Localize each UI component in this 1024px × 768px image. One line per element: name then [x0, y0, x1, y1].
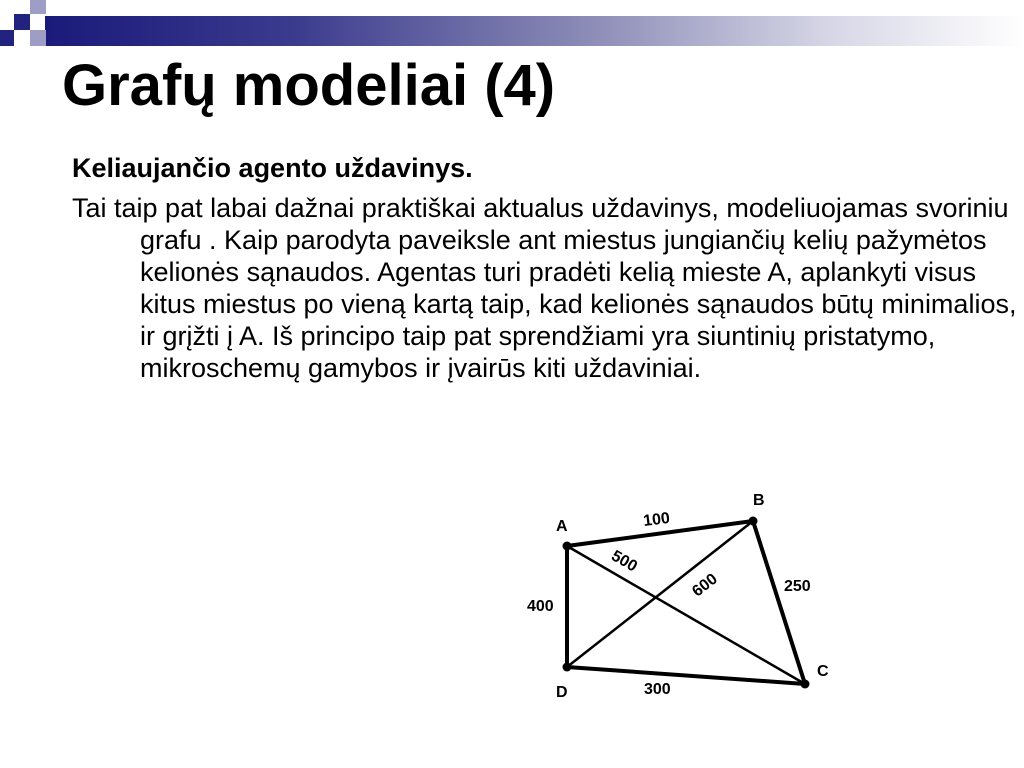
node-label-b: B [753, 492, 765, 509]
header-square-dark-1 [14, 14, 30, 30]
node-label-c: C [817, 663, 829, 680]
node-c [801, 680, 810, 689]
edge-weight-d-c: 300 [644, 681, 671, 698]
node-label-d: D [556, 684, 568, 701]
header-square-light-1 [30, 0, 46, 14]
weighted-graph-diagram [515, 480, 845, 710]
edge-weight-a-b: 100 [642, 509, 671, 530]
edge-weight-a-c: 500 [608, 547, 640, 576]
edge-weight-d-b: 600 [689, 570, 721, 601]
slide-content [72, 152, 1017, 384]
node-b [749, 517, 758, 526]
node-label-a: A [556, 518, 568, 535]
header-square-dark-2 [0, 30, 14, 46]
edge-d-c [567, 667, 805, 684]
node-d [563, 663, 572, 672]
node-a [563, 542, 572, 551]
slide-subheading: Keliaujančio agento uždavinys. [72, 153, 473, 183]
header-square-light-2 [30, 30, 46, 46]
edge-weight-a-d: 400 [527, 598, 554, 615]
slide-title: Grafų modeliai (4) [62, 53, 556, 118]
edge-weight-b-c: 250 [784, 578, 811, 595]
header-gradient-bar [45, 16, 1024, 46]
slide-body-text: Tai taip pat labai dažnai praktiškai aktualus uždavinys, modeliuojamas svoriniu grafu . Kaip parodyta paveiksle ant miestus jungiančių kelių pažymėtos kelionės sąnaudos. Agentas turi pradėti kelią mieste A, aplankyti visus kitus miestus po vieną kartą taip, kad kelionės sąnaudos būtų minimalios, ir grįžti į A. Iš principo taip pat sprendžiami yra siuntinių pristatymo, mikroschemų gamybos ir įvairūs kiti uždaviniai. [72, 193, 1017, 383]
